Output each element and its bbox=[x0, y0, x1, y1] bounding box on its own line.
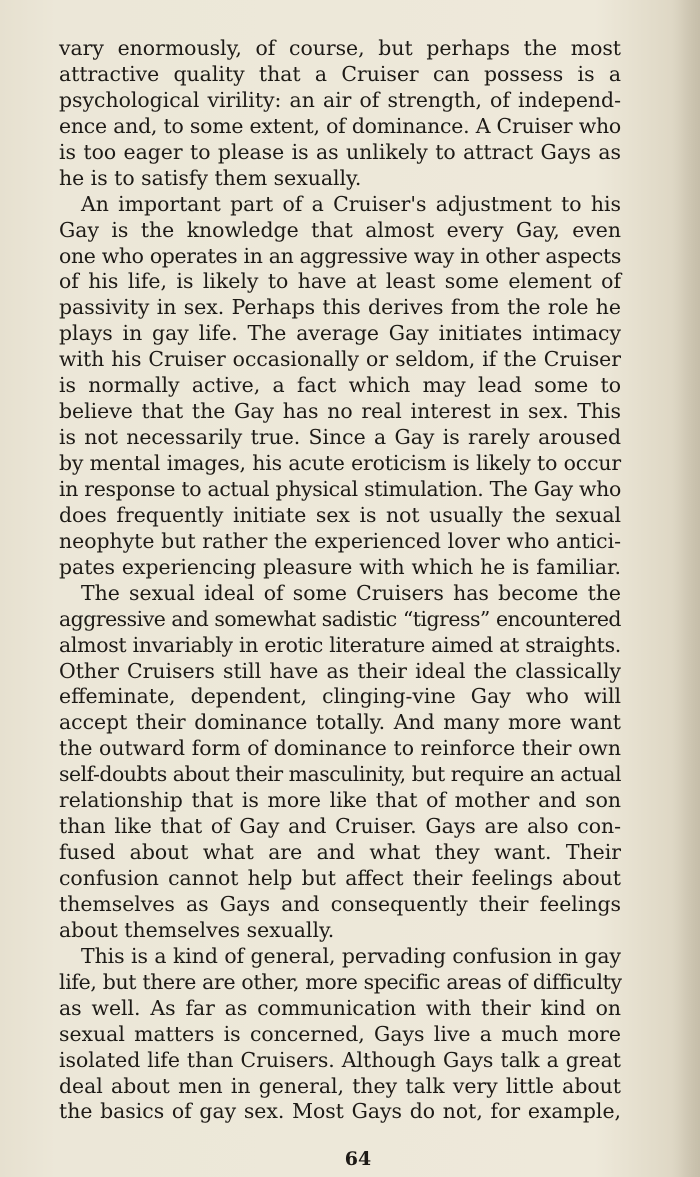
text-line: relationship that is more like that of mother and son bbox=[59, 788, 621, 813]
text-line: one who operates in an aggressive way in other aspects bbox=[59, 243, 621, 268]
text-line: Other Cruisers still have as their ideal the classically bbox=[59, 658, 621, 683]
text-line: with his Cruiser occasionally or seldom, if the Cruiser bbox=[59, 347, 621, 372]
text-line: passivity in sex. Perhaps this derives from the role he bbox=[59, 295, 621, 320]
text-line: as well. As far as communication with their kind on bbox=[59, 995, 621, 1020]
text-line: fused about what are and what they want. Their bbox=[59, 840, 621, 865]
text-line: is not necessarily true. Since a Gay is rarely aroused bbox=[59, 425, 621, 450]
text-line: does frequently initiate sex is not usually the sexual bbox=[59, 502, 621, 527]
text-line: in response to actual physical stimulation. The Gay who bbox=[59, 476, 621, 501]
text-line: the outward form of dominance to reinforce their own bbox=[59, 736, 621, 761]
text-line: vary enormously, of course, but perhaps the most bbox=[59, 36, 621, 60]
text-line: self-doubts about their masculinity, but require an actual bbox=[59, 762, 621, 787]
text-line: accept their dominance totally. And many more want bbox=[59, 710, 621, 735]
text-line: than like that of Gay and Cruiser. Gays are also con- bbox=[59, 814, 621, 839]
text-line: by mental images, his acute eroticism is likely to occur bbox=[59, 451, 621, 475]
text-line: is too eager to please is as unlikely to attract Gays as bbox=[59, 139, 621, 164]
text-line: about themselves sexually. bbox=[59, 917, 335, 942]
page-number: 64 bbox=[344, 1148, 372, 1170]
text-line: confusion cannot help but affect their feelings about bbox=[59, 866, 621, 890]
text-line: he is to satisfy them sexually. bbox=[59, 165, 362, 190]
text-line: isolated life than Cruisers. Although Gays talk a great bbox=[59, 1047, 621, 1072]
text-line: life, but there are other, more specific areas of difficulty bbox=[59, 969, 622, 994]
body-text bbox=[59, 36, 621, 1125]
page-edge-shadow bbox=[672, 0, 700, 1177]
text-line: is normally active, a fact which may lead some to bbox=[59, 373, 621, 398]
text-line: ence and, to some extent, of dominance. A Cruiser who bbox=[59, 113, 621, 138]
text-line: psychological virility: an air of strength, of independ- bbox=[59, 87, 621, 112]
text-line: of his life, is likely to have at least some element of bbox=[59, 269, 621, 294]
text-line: plays in gay life. The average Gay initiates intimacy bbox=[59, 321, 621, 346]
text-line: the basics of gay sex. Most Gays do not, for example, bbox=[59, 1099, 621, 1124]
text-line: This is a kind of general, pervading confusion in gay bbox=[81, 943, 621, 968]
text-line: Gay is the knowledge that almost every Gay, even bbox=[59, 217, 621, 242]
text-line: attractive quality that a Cruiser can possess is a bbox=[59, 61, 621, 86]
text-line: deal about men in general, they talk very little about bbox=[59, 1073, 621, 1098]
text-line: almost invariably in erotic literature aimed at straights. bbox=[59, 632, 621, 657]
text-line: An important part of a Cruiser's adjustment to his bbox=[81, 191, 621, 216]
text-line: themselves as Gays and consequently their feelings bbox=[59, 891, 621, 916]
text-line: believe that the Gay has no real interest in sex. This bbox=[59, 399, 621, 424]
text-line: The sexual ideal of some Cruisers has become the bbox=[81, 580, 621, 605]
text-line: aggressive and somewhat sadistic “tigress” encountered bbox=[59, 606, 621, 631]
text-line: effeminate, dependent, clinging-vine Gay who will bbox=[59, 684, 621, 709]
text-line: pates experiencing pleasure with which he is familiar. bbox=[59, 554, 621, 579]
text-line: neophyte but rather the experienced lover who antici- bbox=[59, 528, 621, 553]
text-line: sexual matters is concerned, Gays live a much more bbox=[59, 1021, 621, 1046]
